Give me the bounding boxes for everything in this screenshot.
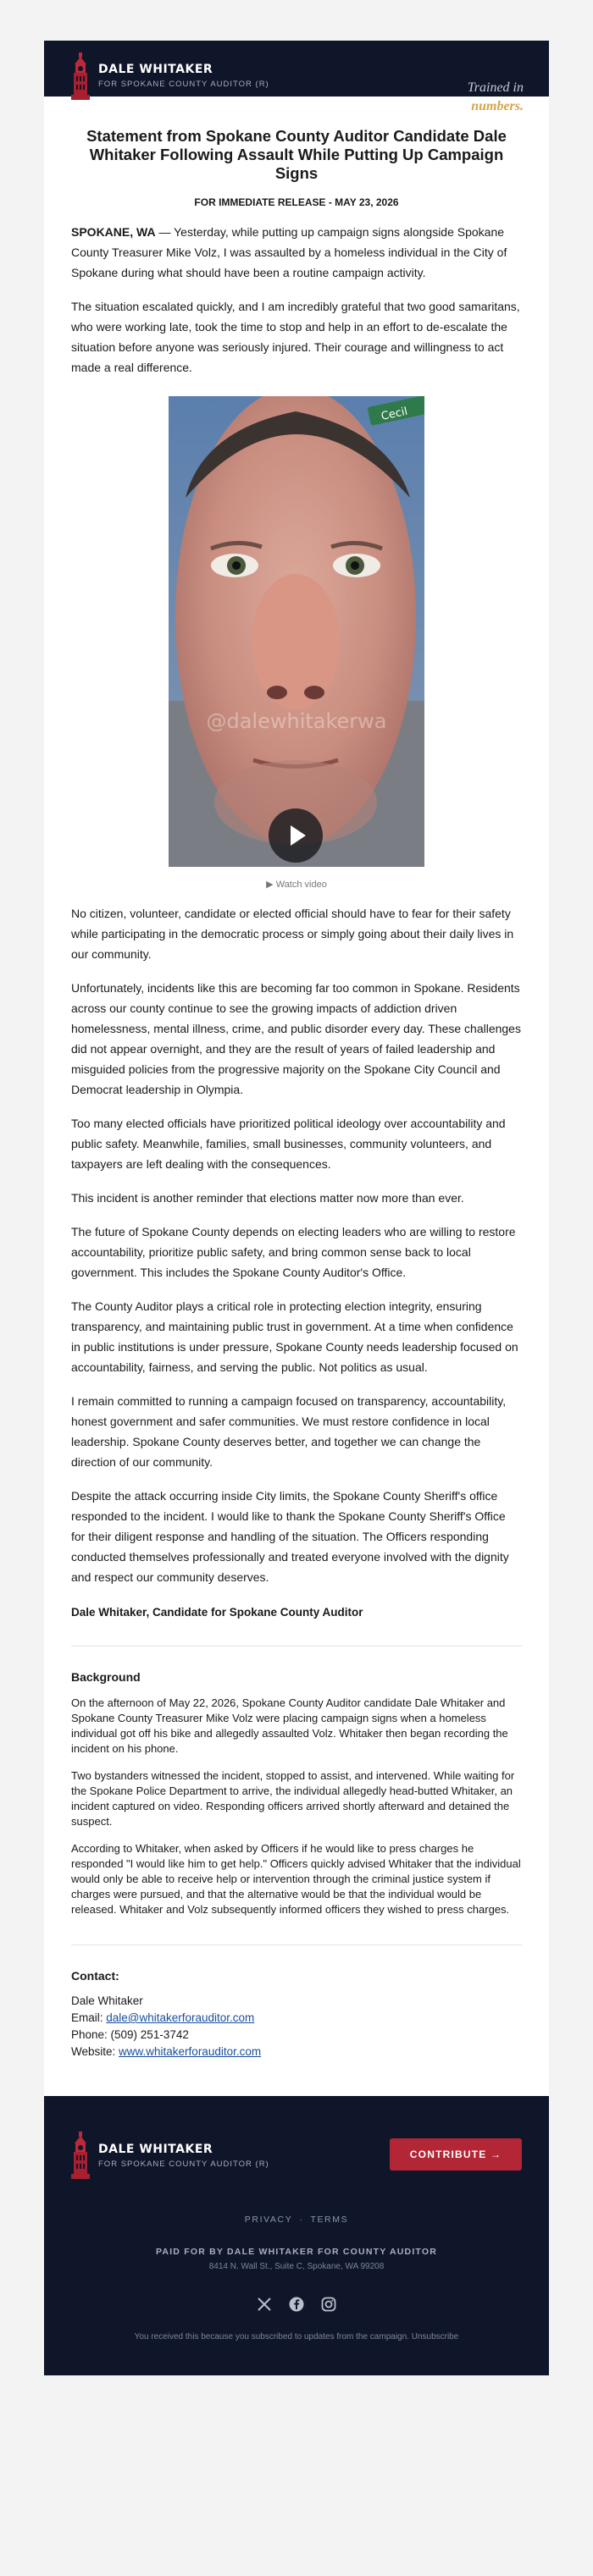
- background-paragraph: According to Whitaker, when asked by Officers if he would like to press charges he responded "I would like him to get help." Officers quickly advised Whitaker that the individual would only be able to receive help or intervention through the criminal justice system if charges were pursued, and that the alternative would be that the individual would be released. Whitaker and Volz subsequently informed officers they wished to press charges.: [71, 1842, 521, 1916]
- terms-link[interactable]: TERMS: [310, 2215, 349, 2225]
- lead-paragraph: [71, 222, 522, 283]
- clocktower-icon: [71, 52, 90, 100]
- footer-logo[interactable]: [71, 2132, 269, 2179]
- video-thumbnail[interactable]: [169, 396, 424, 867]
- play-icon[interactable]: [269, 808, 323, 863]
- brand-name: DALE WHITAKER: [98, 63, 213, 76]
- paragraph: This incident is another reminder that elections matter now more than ever.: [71, 1191, 464, 1205]
- video-block: [169, 396, 424, 890]
- email-link[interactable]: dale@whitakerforauditor.com: [106, 2011, 255, 2024]
- dateline: SPOKANE, WA: [71, 225, 156, 239]
- contact-name: Dale Whitaker: [71, 1994, 143, 2007]
- footer-brand-name: DALE WHITAKER: [98, 2143, 213, 2156]
- social-links: [44, 2297, 549, 2312]
- paragraph: The County Auditor plays a critical role in protecting election integrity, ensuring transparency, and maintaining public trust in government. At a time when confidence in public institutions is under pressure, Spokane County needs leadership focused on accountability, fairness, and serving the public. Not politics as usual.: [71, 1299, 518, 1374]
- email-body: [44, 127, 549, 2060]
- contact-heading: Contact:: [71, 1969, 119, 1983]
- website-link[interactable]: www.whitakerforauditor.com: [119, 2045, 262, 2058]
- facebook-icon[interactable]: [289, 2297, 304, 2312]
- street-sign-text: Cecil: [380, 405, 409, 423]
- email-header: [44, 41, 549, 113]
- privacy-link[interactable]: PRIVACY: [244, 2215, 293, 2225]
- divider: [71, 1944, 522, 1945]
- video-watermark: @dalewhitakerwa: [206, 709, 387, 733]
- tagline-line2: numbers.: [471, 99, 524, 113]
- header-tagline: [468, 79, 524, 116]
- clocktower-icon: [71, 2132, 90, 2179]
- paragraph: The future of Spokane County depends on electing leaders who are willing to restore accountability, prioritize public safety, and bring common sense back to local government. This includes the Spokane County Auditor's Office.: [71, 1225, 516, 1279]
- paid-for-notice: PAID FOR BY DALE WHITAKER FOR COUNTY AUDITOR: [155, 2247, 438, 2257]
- paragraph: Despite the attack occurring inside City limits, the Spokane County Sheriff's office responded to the incident. I would like to thank the Spokane County Sheriff's Office for their diligent response and handling of the situation. The Officers responding conducted themselves professionally and treated everyone involved with the dignity and respect our community deserves.: [71, 1489, 509, 1584]
- divider: [71, 1646, 522, 1647]
- release-date: FOR IMMEDIATE RELEASE - MAY 23, 2026: [194, 196, 399, 208]
- header-logo[interactable]: [71, 63, 269, 100]
- x-icon[interactable]: [257, 2297, 272, 2312]
- contact-phone: Phone: (509) 251-3742: [71, 2028, 189, 2041]
- footer-brand-subtitle: FOR SPOKANE COUNTY AUDITOR (R): [98, 2160, 269, 2169]
- contact-details: [71, 1993, 522, 2060]
- paragraph: Unfortunately, incidents like this are becoming far too common in Spokane. Residents across our county continue to see the growing impacts of addiction driven homelessness, mental illness, crime, and public disorder every day. These challenges did not appear overnight, and they are the result of years of failed leadership and misguided policies from the progressive majority on the Spokane City Council and Democrat leadership in Olympia.: [71, 981, 521, 1096]
- email-label: Email:: [71, 2011, 107, 2024]
- brand-subtitle: FOR SPOKANE COUNTY AUDITOR (R): [98, 80, 269, 89]
- email-container: [44, 41, 549, 2375]
- footer-links: [44, 2215, 549, 2225]
- watch-video-link[interactable]: ▶ Watch video: [266, 880, 327, 890]
- paragraph: The situation escalated quickly, and I am incredibly grateful that two good samaritans, who were working late, took the time to stop and help in an effort to de-escalate the situation before anyone was seriously injured. Their courage and willingness to act made a real difference.: [71, 300, 520, 374]
- campaign-address: 8414 N. Wall St., Suite C, Spokane, WA 99208: [208, 2262, 385, 2271]
- instagram-icon[interactable]: [321, 2297, 336, 2312]
- signature: Dale Whitaker, Candidate for Spokane County Auditor: [71, 1606, 363, 1619]
- paragraph: Too many elected officials have prioritized political ideology over accountability and public safety. Meanwhile, families, small businesses, community volunteers, and taxpayers are left dealing with the consequences.: [71, 1117, 506, 1171]
- background-paragraph: Two bystanders witnessed the incident, stopped to assist, and intervened. While waiting for the Spokane Police Department to arrive, the individual allegedly head-butted Whitaker, an incident captured on video. Responding officers arrived shortly afterward and detained the suspect.: [71, 1769, 515, 1828]
- tagline-line1: Trained in: [467, 80, 524, 95]
- contact-website-line: [71, 2044, 522, 2060]
- paragraph: No citizen, volunteer, candidate or elected official should have to fear for their safety while participating in the democratic process or simply going about their daily lives in our community.: [71, 907, 514, 961]
- paragraph: I remain committed to running a campaign focused on transparency, accountability, honest government and safer communities. We must restore confidence in local leadership. Spokane County deserves better, and together we can change the direction of our community.: [71, 1394, 507, 1469]
- contribute-button[interactable]: CONTRIBUTE →: [390, 2138, 522, 2171]
- statement-title: Statement from Spokane County Auditor Candidate Dale Whitaker Following Assault While Putting Up Campaign Signs: [86, 127, 507, 182]
- background-heading: Background: [71, 1670, 141, 1684]
- contact-email-line: [71, 2010, 522, 2027]
- face-photo: [169, 396, 424, 867]
- website-label: Website:: [71, 2045, 119, 2058]
- link-separator: ·: [299, 2215, 304, 2225]
- lead-text: — Yesterday, while putting up campaign signs alongside Spokane County Treasurer Mike Volz, I was assaulted by a homeless individual in the City of Spokane during what should have been a routine campaign activity.: [71, 225, 507, 279]
- background-paragraph: On the afternoon of May 22, 2026, Spokane County Auditor candidate Dale Whitaker and Spokane County Treasurer Mike Volz were placing campaign signs when a homeless individual got off his bike and allegedly assaulted Volz. Whitaker then began recording the incident on his phone.: [71, 1696, 508, 1755]
- unsubscribe-notice[interactable]: You received this because you subscribed to updates from the campaign. Unsubscribe: [134, 2332, 459, 2342]
- email-footer: [44, 2096, 549, 2375]
